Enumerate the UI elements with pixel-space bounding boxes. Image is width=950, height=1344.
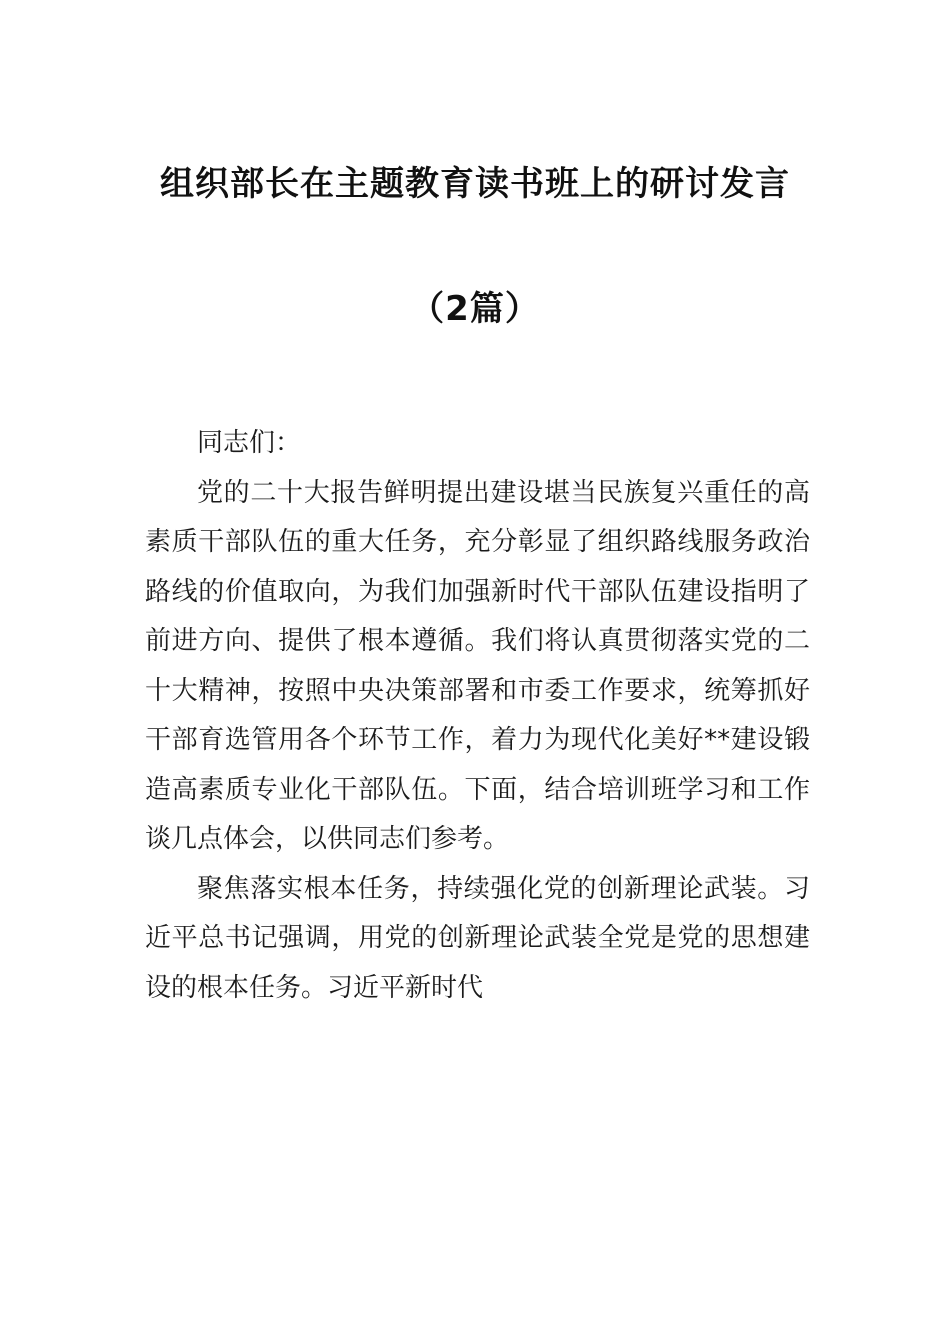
paragraph: 党的二十大报告鲜明提出建设堪当民族复兴重任的高素质干部队伍的重大任务，充分彰显了组织路线服务政治路线的价值取向，为我们加强新时代干部队伍建设指明了前进方向、提供了根本遵循。我们将认真贯彻落实党的二十大精神，按照中央决策部署和市委工作要求，统筹抓好干部育选管用各个环节工作，着力为现代化美好**建设锻造高素质专业化干部队伍。下面，结合培训班学习和工作谈几点体会，以供同志们参考。 <box>145 477 810 854</box>
document-title: 组织部长在主题教育读书班上的研讨发言 <box>160 164 790 204</box>
paragraph: 聚焦落实根本任务，持续强化党的创新理论武装。习近平总书记强调，用党的创新理论武装全党是党的思想建设的根本任务。习近平新时代 <box>145 873 810 1003</box>
document-subtitle: （2篇） <box>410 289 540 329</box>
document-body <box>145 419 810 1013</box>
salutation: 同志们： <box>197 428 302 458</box>
